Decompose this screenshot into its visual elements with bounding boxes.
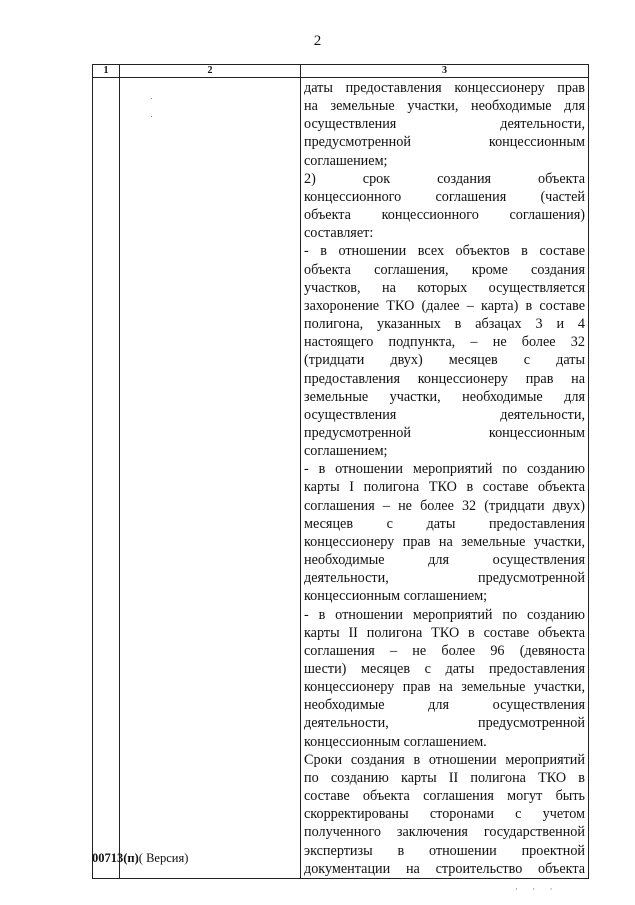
document-footer xyxy=(92,851,188,866)
text-line: концессионеру прав на земельные участки, xyxy=(304,533,585,550)
text-line: соглашением; xyxy=(304,443,388,460)
text-line: на земельные участки, необходимые для xyxy=(304,98,585,115)
scan-speck xyxy=(151,98,152,99)
text-line: месяцев с даты предоставления xyxy=(304,515,585,532)
text-line: документации на строительство объекта xyxy=(304,860,585,877)
text-line: осуществления деятельности, xyxy=(304,116,585,133)
text-line: необходимые для осуществления xyxy=(304,552,585,569)
text-line: даты предоставления концессионеру прав xyxy=(304,80,585,96)
text-line: шести) месяцев с даты предоставления xyxy=(304,661,585,677)
scan-marks: · · · xyxy=(515,884,559,894)
text-line: земельные участки, необходимые для xyxy=(304,388,585,405)
version-label: ( Версия) xyxy=(138,851,189,865)
text-line: концессионеру прав на земельные участки, xyxy=(304,679,585,696)
text-line: соглашения – не более 32 (тридцати двух) xyxy=(304,497,585,514)
text-line: полигона, указанных в абзацах 3 и 4 xyxy=(304,316,585,333)
table-body-row xyxy=(93,78,589,879)
text-line: предусмотренной концессионным xyxy=(304,134,585,151)
text-line: по созданию карты II полигона ТКО в xyxy=(304,769,585,786)
page-number: 2 xyxy=(313,33,322,49)
text-line: концессионным соглашением. xyxy=(304,733,487,750)
text-line: соглашения – не более 96 (девяноста xyxy=(304,642,585,659)
text-line: составе объекта соглашения могут быть xyxy=(304,788,585,805)
column-2-cell xyxy=(120,78,301,879)
text-line: экспертизы в отношении проектной xyxy=(304,842,585,859)
text-line: скорректированы сторонами с учетом xyxy=(304,806,585,823)
text-line: настоящего подпункта, – не более 32 xyxy=(304,334,585,351)
document-code: 00713(п) xyxy=(92,851,139,865)
text-line: захоронение ТКО (далее – карта) в составе xyxy=(304,297,585,314)
text-line: объекта соглашения, кроме создания xyxy=(304,261,585,278)
text-line: составляет: xyxy=(304,225,374,242)
text-line: - в отношении мероприятий по созданию xyxy=(304,461,585,478)
text-line: осуществления деятельности, xyxy=(304,406,585,423)
text-line: Сроки создания в отношении мероприятий xyxy=(304,751,585,768)
text-line: деятельности, предусмотренной xyxy=(304,570,585,587)
document-table xyxy=(92,64,589,879)
text-line: предоставления концессионеру прав на xyxy=(304,370,585,387)
text-line: (тридцати двух) месяцев с даты xyxy=(304,352,585,369)
scan-speck xyxy=(151,116,152,117)
column-header-3: 3 xyxy=(301,65,589,78)
text-line: объекта концессионного соглашения) xyxy=(304,207,585,224)
text-line: концессионным соглашением; xyxy=(304,588,488,605)
text-line: карты I полигона ТКО в составе объекта xyxy=(304,479,585,496)
column-1-cell xyxy=(93,78,120,879)
text-line: необходимые для осуществления xyxy=(304,697,585,714)
text-line: - в отношении всех объектов в составе xyxy=(304,243,585,260)
text-line: карты II полигона ТКО в составе объекта xyxy=(304,624,585,641)
text-line: соглашением; xyxy=(304,152,388,169)
text-line: предусмотренной концессионным xyxy=(304,424,585,441)
column-header-2: 2 xyxy=(120,65,301,78)
text-line: - в отношении мероприятий по созданию xyxy=(304,606,585,623)
text-line: 2) срок создания объекта xyxy=(304,170,585,187)
text-line: полученного заключения государственной xyxy=(304,824,585,841)
text-line: деятельности, предусмотренной xyxy=(304,715,585,732)
text-line: участков, на которых осуществляется xyxy=(304,279,585,296)
column-header-1: 1 xyxy=(93,65,120,78)
column-3-cell xyxy=(301,78,589,879)
text-line: концессионного соглашения (частей xyxy=(304,188,585,205)
table-header-row xyxy=(93,65,589,78)
